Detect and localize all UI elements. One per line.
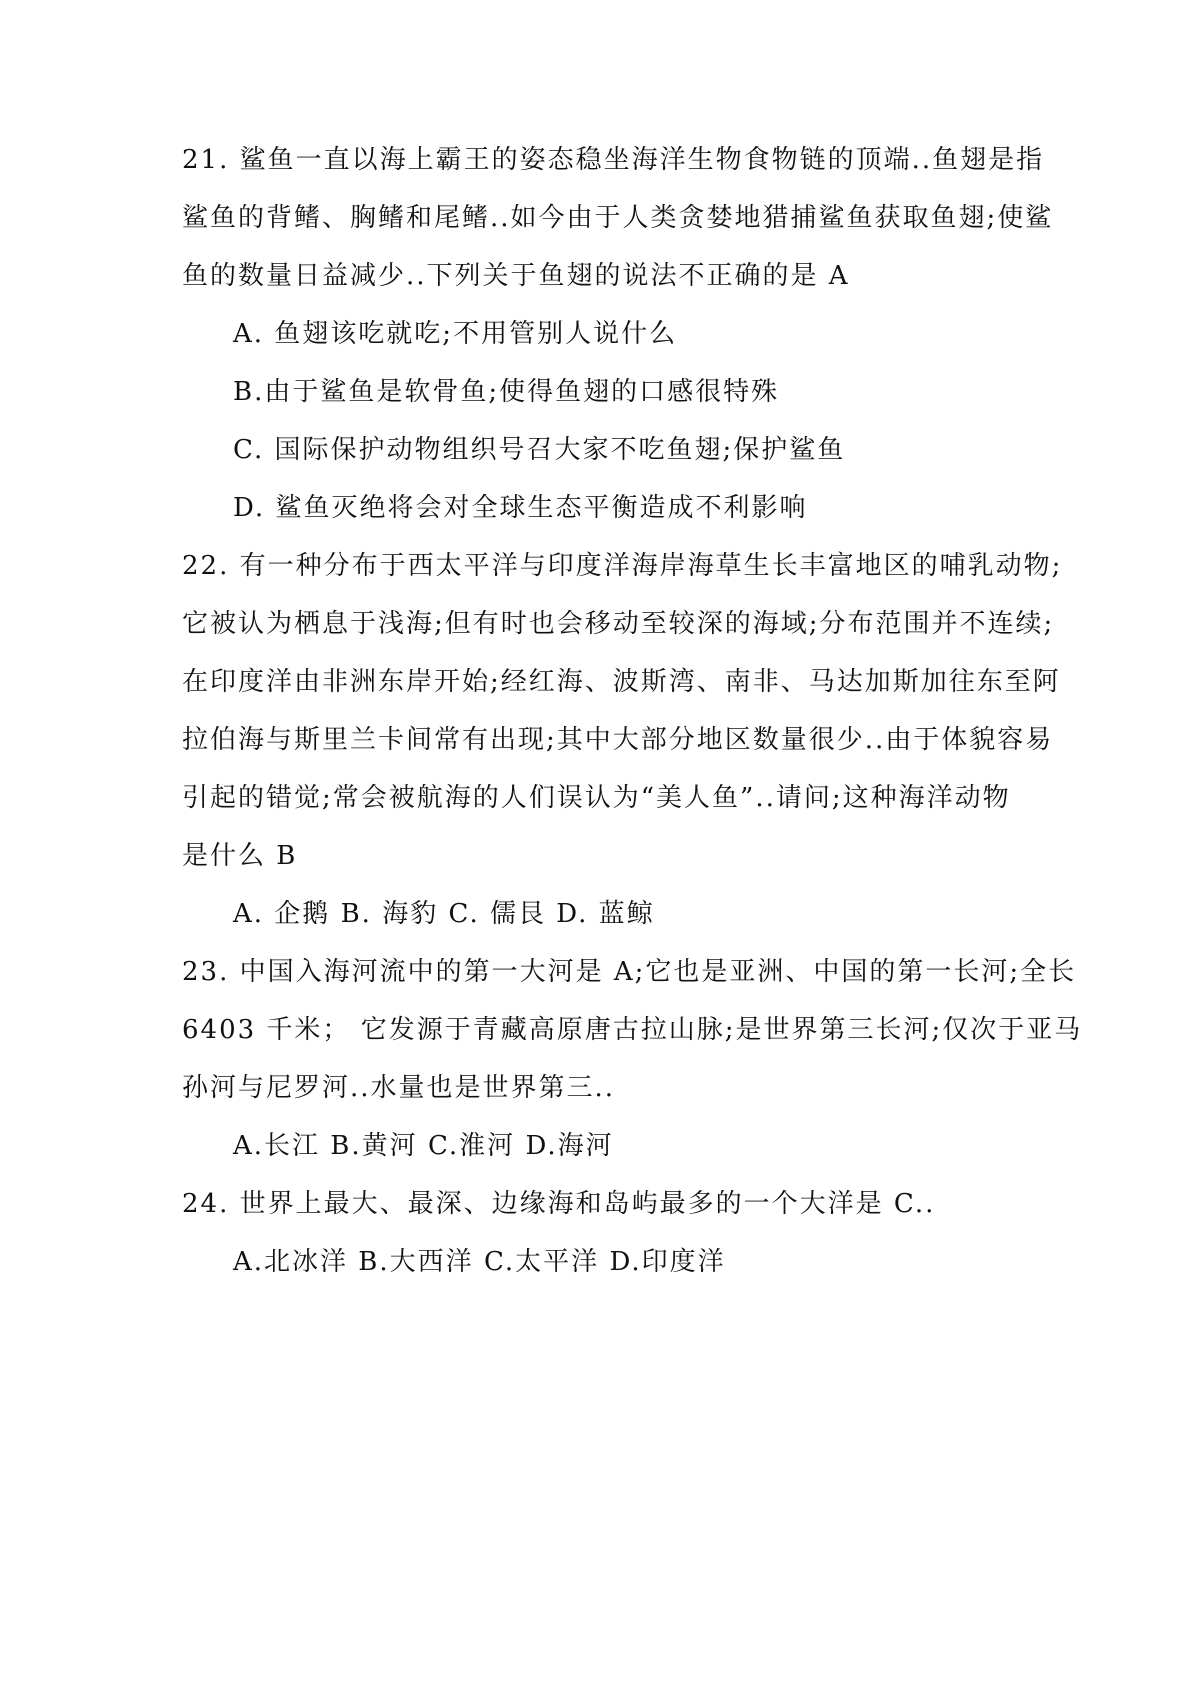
q22-options: A. 企鹅 B. 海豹 C. 儒艮 D. 蓝鲸 xyxy=(233,899,655,929)
q21-option-b: B.由于鲨鱼是软骨鱼;使得鱼翅的口感很特殊 xyxy=(233,377,780,407)
q21-option-c: C. 国际保护动物组织号召大家不吃鱼翅;保护鲨鱼 xyxy=(233,435,846,465)
q21-line-2: 鲨鱼的背鳍、胸鳍和尾鳍..如今由于人类贪婪地猎捕鲨鱼获取鱼翅;使鲨 xyxy=(182,203,1054,233)
q23-line-3: 孙河与尼罗河..水量也是世界第三.. xyxy=(182,1073,616,1103)
q21-option-d: D. 鲨鱼灭绝将会对全球生态平衡造成不利影响 xyxy=(233,493,808,523)
q22-line-5: 引起的错觉;常会被航海的人们误认为“美人鱼”..请问;这种海洋动物 xyxy=(182,783,1011,813)
q23-line-2: 6403 千米； 它发源于青藏高原唐古拉山脉;是世界第三长河;仅次于亚马 xyxy=(182,1015,1083,1045)
q23-line-1: 23. 中国入海河流中的第一大河是 A;它也是亚洲、中国的第一长河;全长 xyxy=(182,957,1077,987)
q24-options: A.北冰洋 B.大西洋 C.太平洋 D.印度洋 xyxy=(233,1247,726,1277)
q22-line-6: 是什么 B xyxy=(182,841,298,871)
q22-line-3: 在印度洋由非洲东岸开始;经红海、波斯湾、南非、马达加斯加往东至阿 xyxy=(182,667,1061,697)
q22-line-4: 拉伯海与斯里兰卡间常有出现;其中大部分地区数量很少..由于体貌容易 xyxy=(182,725,1054,755)
q24-line-1: 24. 世界上最大、最深、边缘海和岛屿最多的一个大洋是 C.. xyxy=(182,1189,936,1219)
q21-line-1: 21. 鲨鱼一直以海上霸王的姿态稳坐海洋生物食物链的顶端..鱼翅是指 xyxy=(182,145,1045,175)
q21-line-3: 鱼的数量日益减少..下列关于鱼翅的说法不正确的是 A xyxy=(182,261,850,291)
q21-option-a: A. 鱼翅该吃就吃;不用管别人说什么 xyxy=(233,319,678,349)
q22-line-1: 22. 有一种分布于西太平洋与印度洋海岸海草生长丰富地区的哺乳动物; xyxy=(182,551,1063,581)
q23-options: A.长江 B.黄河 C.淮河 D.海河 xyxy=(233,1131,614,1161)
q22-line-2: 它被认为栖息于浅海;但有时也会移动至较深的海域;分布范围并不连续; xyxy=(182,609,1055,639)
